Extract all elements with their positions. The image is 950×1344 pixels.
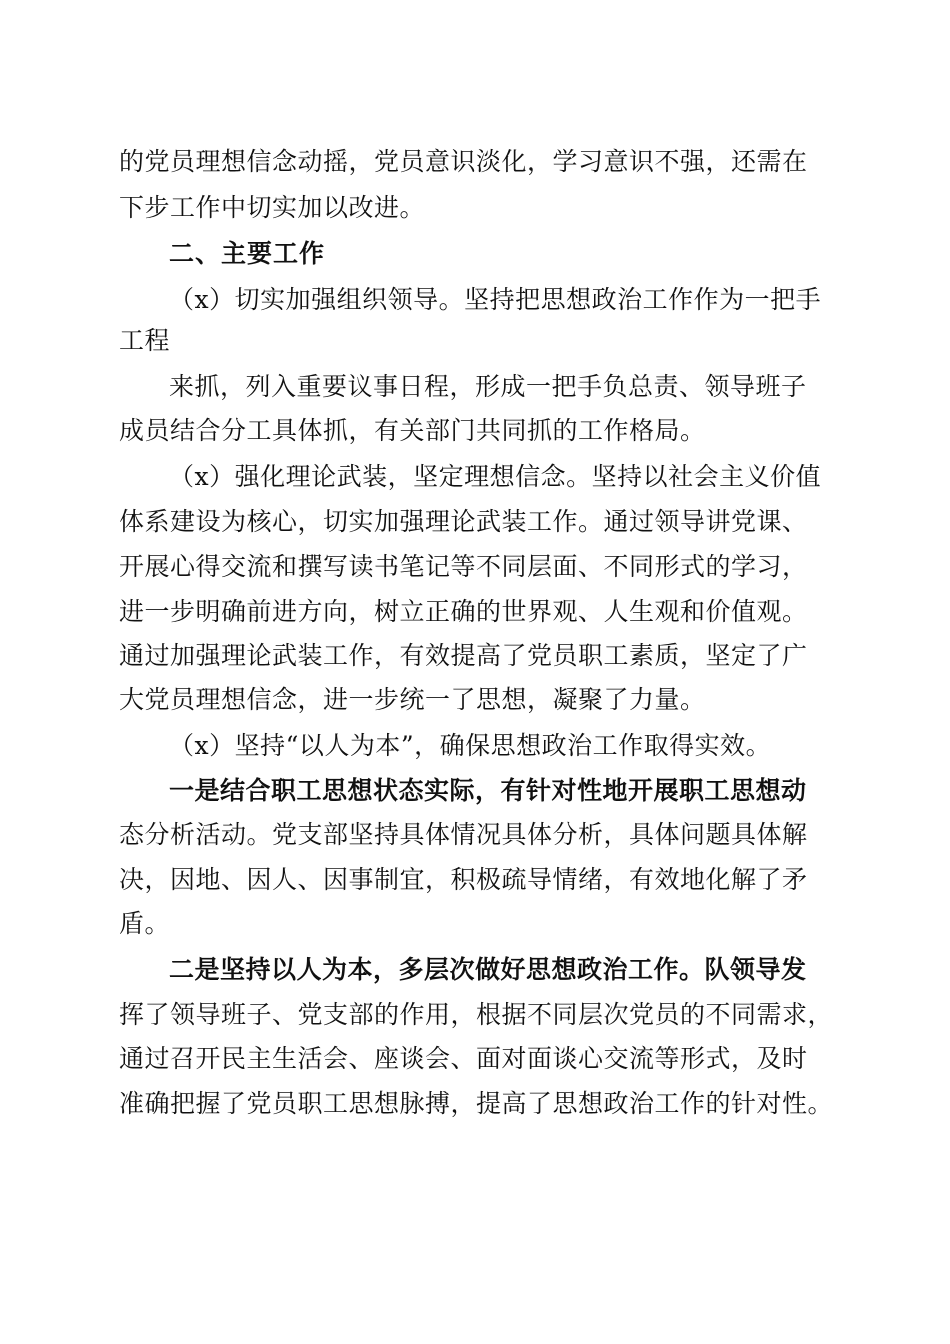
body-text-line: 一是结合职工思想状态实际，有针对性地开展职工思想动	[169, 776, 807, 805]
body-text-line: 大党员理想信念，进一步统一了思想，凝聚了力量。	[119, 685, 706, 714]
body-text-line: 通过召开民主生活会、座谈会、面对面谈心交流等形式，及时	[119, 1044, 808, 1073]
body-text-line: 态分析活动。党支部坚持具体情况具体分析，具体问题具体解	[119, 820, 808, 849]
body-text-line: 通过加强理论武装工作，有效提高了党员职工素质，坚定了广	[119, 641, 808, 670]
body-text-line: 体系建设为核心，切实加强理论武装工作。通过领导讲党课、	[119, 507, 808, 536]
body-text-line: 二是坚持以人为本，多层次做好思想政治工作。队领导发	[169, 955, 807, 984]
body-text-line: 来抓，列入重要议事日程，形成一把手负总责、领导班子	[169, 372, 807, 401]
body-text-line: 盾。	[119, 909, 171, 938]
body-text-line: 决，因地、因人、因事制宜，积极疏导情绪，有效地化解了矛	[119, 865, 808, 894]
body-text-line: 下步工作中切实加以改进。	[119, 193, 426, 222]
body-text-line: 成员结合分工具体抓，有关部门共同抓的工作格局。	[119, 416, 706, 445]
body-text-line: （x）坚持“以人为本”，确保思想政治工作取得实效。	[169, 731, 772, 760]
body-text-line: 进一步明确前进方向，树立正确的世界观、人生观和价值观。	[119, 597, 808, 626]
section-heading: 二、主要工作	[169, 239, 326, 268]
body-text-line: 准确把握了党员职工思想脉搏，提高了思想政治工作的针对性。	[119, 1089, 834, 1118]
body-text-line: （x）切实加强组织领导。坚持把思想政治工作作为一把手	[169, 285, 822, 314]
body-text-line: （x）强化理论武装，坚定理想信念。坚持以社会主义价值	[169, 462, 822, 491]
body-text-line: 挥了领导班子、党支部的作用，根据不同层次党员的不同需求，	[119, 1000, 834, 1029]
body-text-line: 的党员理想信念动摇，党员意识淡化，学习意识不强，还需在	[119, 147, 808, 176]
body-text-line: 工程	[119, 326, 171, 355]
body-text-line: 开展心得交流和撰写读书笔记等不同层面、不同形式的学习，	[119, 552, 808, 581]
